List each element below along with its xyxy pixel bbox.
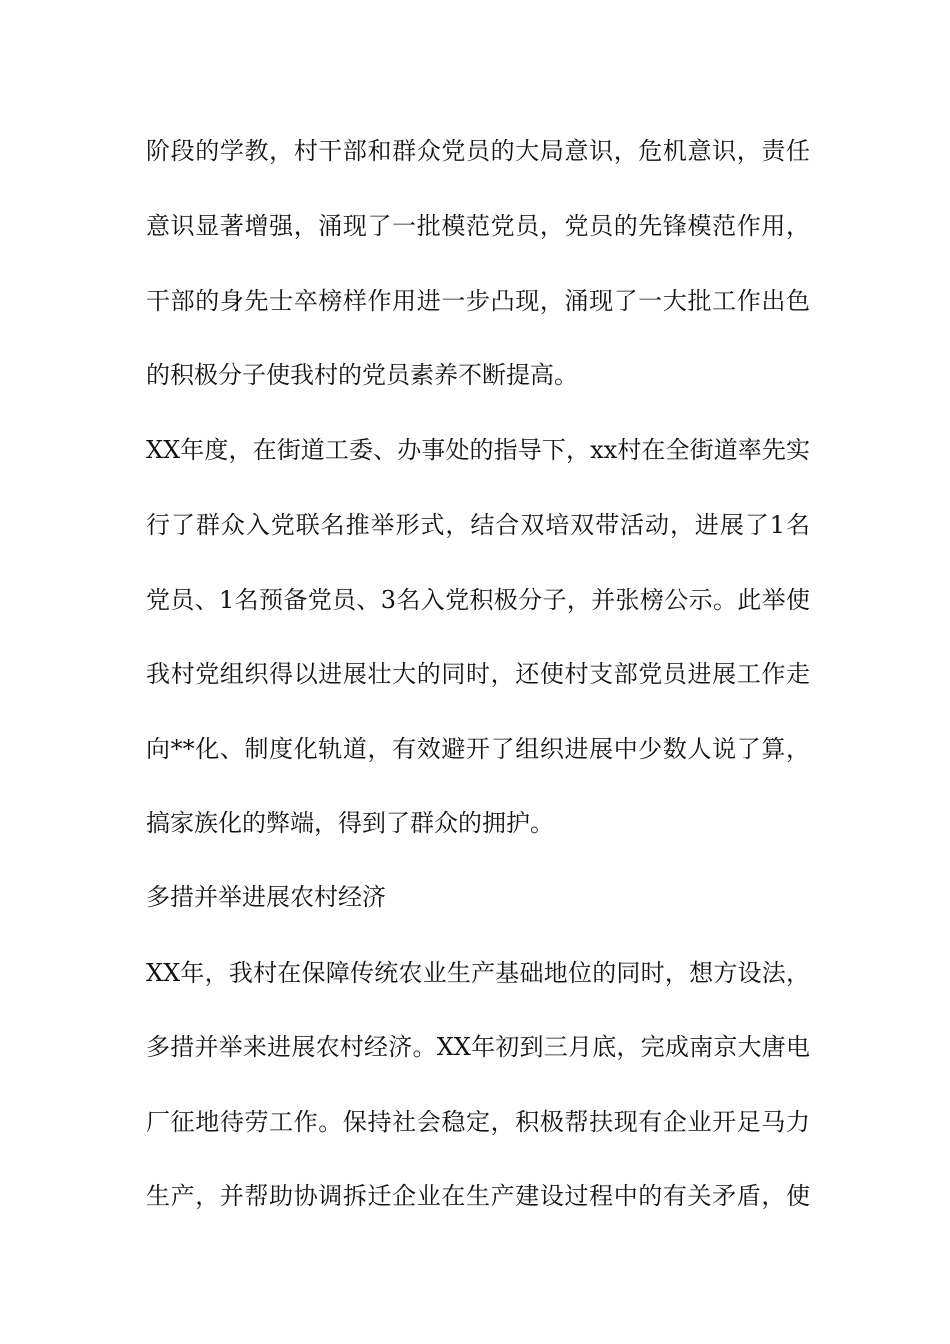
body-text-line: 多措并举来进展农村经济。XX年初到三月底，完成南京大唐电: [146, 1033, 810, 1061]
body-text-line: 的积极分子使我村的党员素养不断提高。: [146, 361, 578, 389]
body-text-line: 意识显著增强，涌现了一批模范党员，党员的先锋模范作用，: [146, 212, 810, 240]
section-heading: 多措并举进展农村经济: [146, 883, 386, 911]
body-text-line: 行了群众入党联名推举形式，结合双培双带活动，进展了1名: [146, 511, 810, 539]
body-text-line: 干部的身先士卒榜样作用进一步凸现，涌现了一大批工作出色: [146, 287, 810, 315]
body-text-line: 厂征地待劳工作。保持社会稳定，积极帮扶现有企业开足马力: [146, 1108, 810, 1136]
body-text-line: 生产，并帮助协调拆迁企业在生产建设过程中的有关矛盾，使: [146, 1182, 810, 1210]
body-text-line: 搞家族化的弊端，得到了群众的拥护。: [146, 809, 554, 837]
body-text-line: 我村党组织得以进展壮大的同时，还使村支部党员进展工作走: [146, 660, 810, 688]
body-text-line: 党员、1名预备党员、3名入党积极分子，并张榜公示。此举使: [146, 586, 810, 614]
body-text-line: XX年度，在街道工委、办事处的指导下，xx村在全街道率先实: [146, 436, 810, 464]
body-text-line: XX年，我村在保障传统农业生产基础地位的同时，想方设法，: [146, 959, 810, 987]
body-text-line: 向**化、制度化轨道，有效避开了组织进展中少数人说了算，: [146, 735, 810, 763]
body-text-line: 阶段的学教，村干部和群众党员的大局意识，危机意识，责任: [146, 137, 810, 165]
